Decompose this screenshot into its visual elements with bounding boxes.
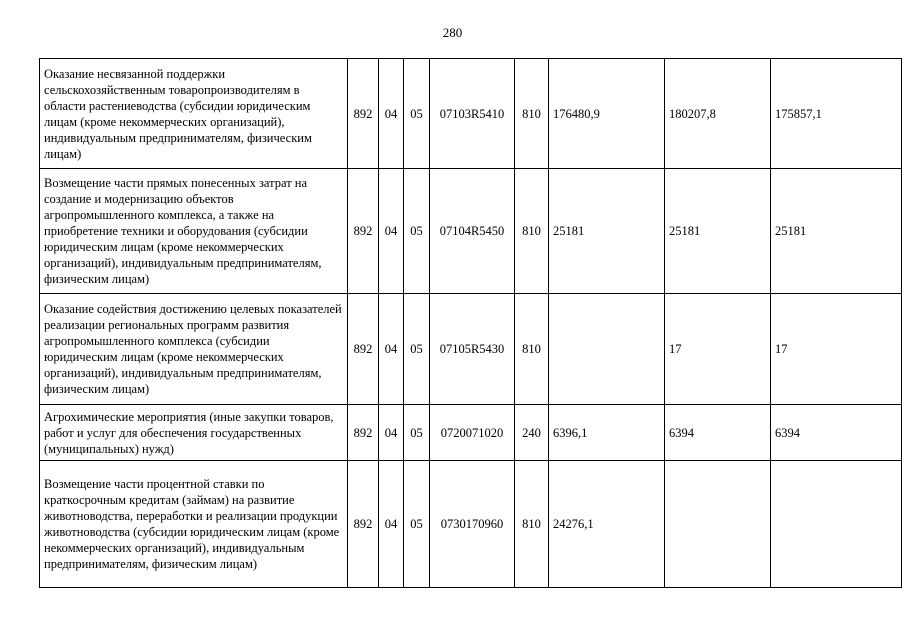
year2-amount: 17: [665, 294, 771, 405]
year2-amount: 180207,8: [665, 59, 771, 169]
section-code: 04: [379, 59, 404, 169]
expense-type-code: 810: [515, 294, 549, 405]
year3-amount: 6394: [771, 405, 902, 461]
row-description: Оказание несвязанной поддержки сельскохозяйственным товаропроизводителям в области растениеводства (субсидии юридическим лицам (кроме некоммерческих организаций), индивидуальным предпринимателям, физическим лицам): [40, 59, 348, 169]
table-row: [40, 294, 902, 405]
ministry-code: 892: [348, 405, 379, 461]
year1-amount: 25181: [549, 169, 665, 294]
section-code: 04: [379, 294, 404, 405]
table-row: [40, 169, 902, 294]
section-code: 04: [379, 461, 404, 588]
expense-type-code: 810: [515, 169, 549, 294]
year2-amount: 6394: [665, 405, 771, 461]
row-description: Оказание содействия достижению целевых показателей реализации региональных программ развития агропромышленного комплекса (субсидии юридическим лицам (кроме некоммерческих организаций), индивидуальным предпринимателям, физическим лицам): [40, 294, 348, 405]
ministry-code: 892: [348, 294, 379, 405]
year2-amount: 25181: [665, 169, 771, 294]
expense-type-code: 810: [515, 461, 549, 588]
row-description: Возмещение части процентной ставки по краткосрочным кредитам (займам) на развитие животноводства, переработки и реализации продукции животноводства (субсидии юридическим лицам (кроме некоммерческих организаций), индивидуальным предпринимателям, физическим лицам): [40, 461, 348, 588]
expense-type-code: 240: [515, 405, 549, 461]
target-code: 07104R5450: [430, 169, 515, 294]
row-description: Агрохимические мероприятия (иные закупки товаров, работ и услуг для обеспечения государственных (муниципальных) нужд): [40, 405, 348, 461]
year1-amount: 24276,1: [549, 461, 665, 588]
section-code: 04: [379, 169, 404, 294]
expense-type-code: 810: [515, 59, 549, 169]
subsection-code: 05: [404, 294, 430, 405]
target-code: 07105R5430: [430, 294, 515, 405]
year3-amount: 25181: [771, 169, 902, 294]
ministry-code: 892: [348, 59, 379, 169]
year1-amount: 6396,1: [549, 405, 665, 461]
year2-amount: [665, 461, 771, 588]
year1-amount: 176480,9: [549, 59, 665, 169]
table-row: [40, 461, 902, 588]
ministry-code: 892: [348, 461, 379, 588]
subsection-code: 05: [404, 169, 430, 294]
year3-amount: 17: [771, 294, 902, 405]
table-row: [40, 405, 902, 461]
table-row: [40, 59, 902, 169]
budget-table: [39, 58, 902, 588]
target-code: 0720071020: [430, 405, 515, 461]
subsection-code: 05: [404, 461, 430, 588]
section-code: 04: [379, 405, 404, 461]
year1-amount: [549, 294, 665, 405]
row-description: Возмещение части прямых понесенных затрат на создание и модернизацию объектов агропромышленного комплекса, а также на приобретение техники и оборудования (субсидии юридическим лицам (кроме некоммерческих организаций), индивидуальным предпринимателям, физическим лицам): [40, 169, 348, 294]
target-code: 0730170960: [430, 461, 515, 588]
subsection-code: 05: [404, 405, 430, 461]
target-code: 07103R5410: [430, 59, 515, 169]
year3-amount: 175857,1: [771, 59, 902, 169]
subsection-code: 05: [404, 59, 430, 169]
ministry-code: 892: [348, 169, 379, 294]
year3-amount: [771, 461, 902, 588]
page-number: 280: [442, 25, 463, 40]
